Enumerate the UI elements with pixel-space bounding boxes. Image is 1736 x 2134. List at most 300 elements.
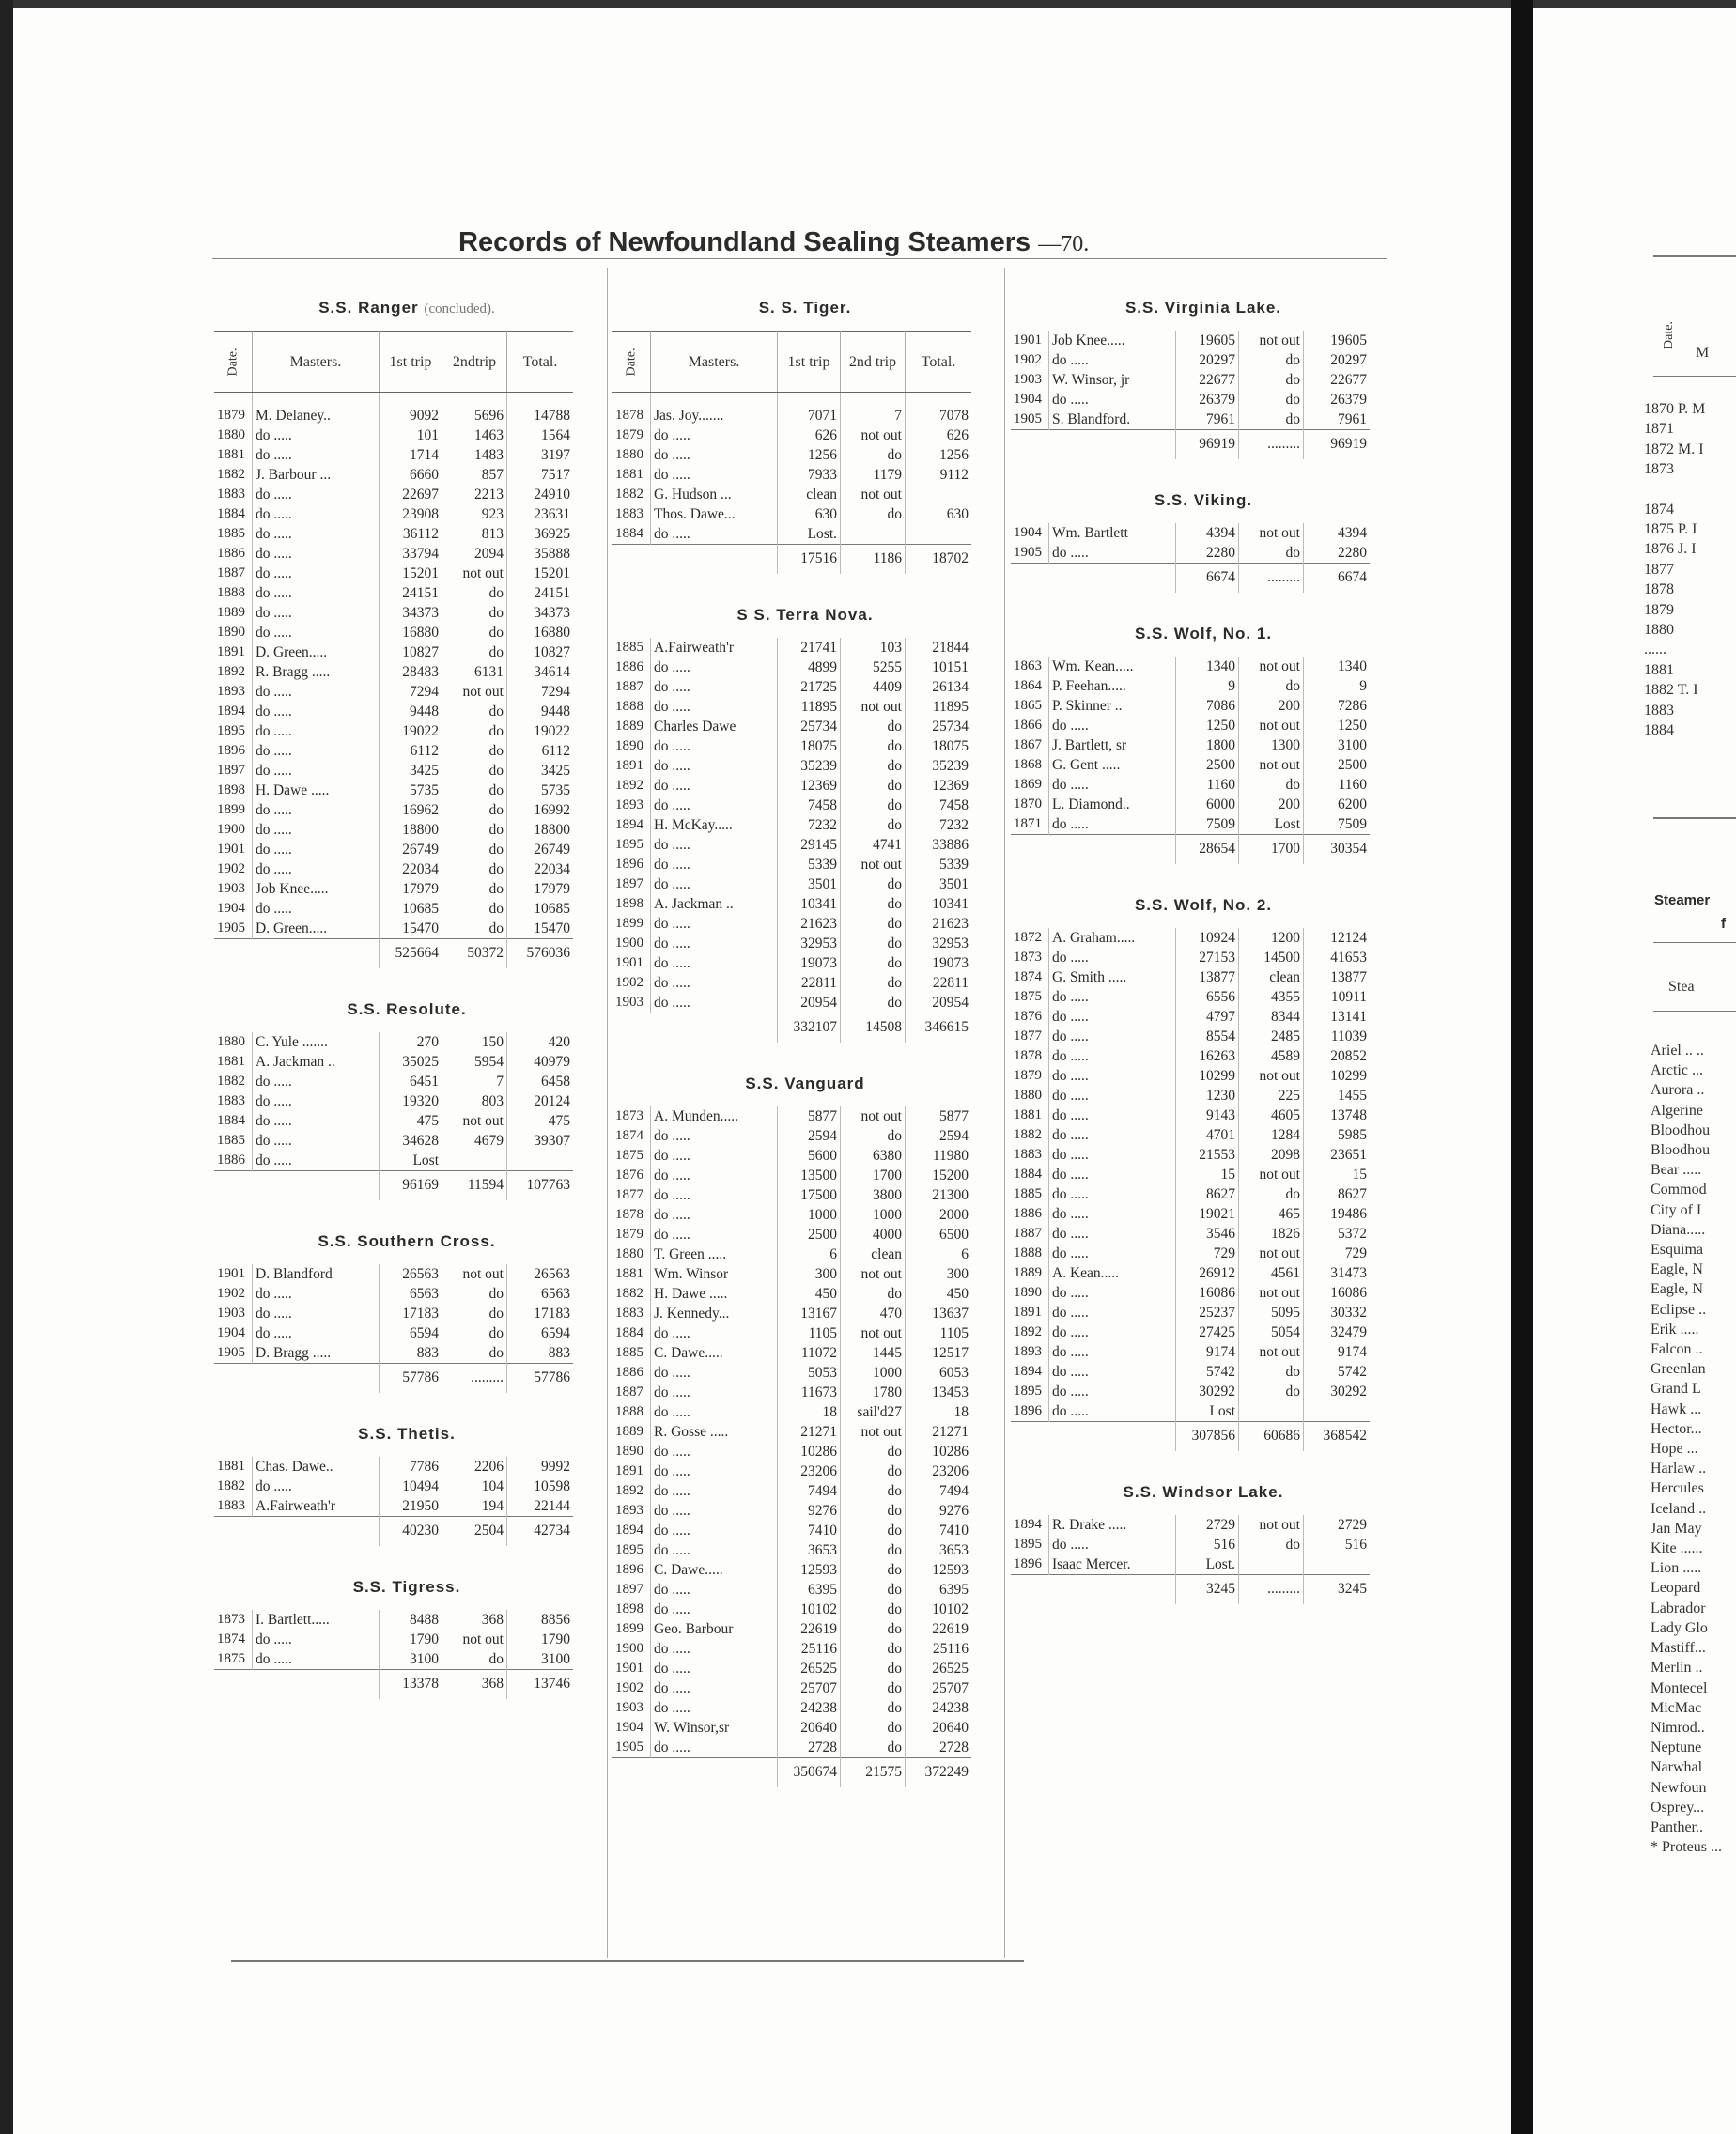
totals-blank-2 <box>1049 1575 1176 1605</box>
total-cell: 22811 <box>932 975 969 991</box>
table-row <box>1011 1554 1370 1575</box>
master-cell: do ..... <box>1049 814 1176 835</box>
year-cell: 1890 <box>214 623 253 642</box>
total-cell: 16086 <box>1330 1285 1367 1301</box>
total-cell: 9992 <box>541 1459 570 1475</box>
year-cell: 1882 <box>214 1477 253 1496</box>
first-trip-cell: 12593 <box>778 1560 841 1580</box>
total-cell: 23651 <box>1330 1147 1367 1163</box>
first-trip-cell: 7232 <box>778 815 841 835</box>
southern-cross-table <box>214 1264 573 1393</box>
year-cell: 1893 <box>612 796 651 815</box>
date-header-text: Date. <box>225 348 240 377</box>
second-trip-cell: do <box>1239 390 1304 410</box>
master-cell: P. Feehan..... <box>1049 676 1176 696</box>
total-cell: 2500 <box>1338 757 1367 773</box>
table-row <box>1011 657 1370 676</box>
first-trip-cell: 21623 <box>778 914 841 934</box>
master-cell: do ..... <box>1049 1066 1176 1086</box>
right-page-year-row: 1871 <box>1644 421 1674 438</box>
section-southern-cross <box>214 1232 599 1393</box>
masters-header: Masters. <box>253 332 380 393</box>
first-trip-cell: 5600 <box>778 1146 841 1166</box>
date-header <box>612 332 651 393</box>
first-trip-cell: 35025 <box>380 1052 442 1072</box>
total-cell <box>1304 1401 1371 1422</box>
year-cell: 1884 <box>612 1323 651 1343</box>
section-thetis <box>214 1425 599 1546</box>
table-row <box>214 741 573 761</box>
table-row <box>612 1481 971 1501</box>
second-trip-cell: do <box>841 1540 906 1560</box>
year-cell: 1890 <box>612 736 651 756</box>
table-row <box>214 504 573 524</box>
second-trip-cell: 1826 <box>1239 1224 1304 1244</box>
master-cell: A. Graham..... <box>1049 928 1176 948</box>
table-row <box>214 1323 573 1343</box>
right-page-steamer-name: Bloodhou <box>1651 1142 1711 1159</box>
first-trip-cell: 4797 <box>1176 1007 1239 1027</box>
right-page-year-row <box>1644 480 1705 500</box>
master-cell: J. Barbour ... <box>253 465 380 485</box>
table-row <box>214 1151 573 1171</box>
first-trip-cell: 4701 <box>1176 1125 1239 1145</box>
total-cell: 22034 <box>534 861 570 877</box>
year-cell: 1898 <box>612 1600 651 1619</box>
table-row <box>1011 928 1370 948</box>
master-cell: do ..... <box>253 524 380 544</box>
first-trip-cell: 7509 <box>1176 814 1239 835</box>
master-cell: do ..... <box>253 583 380 603</box>
total-cell: 3100 <box>1338 737 1367 753</box>
second-trip-cell: 2485 <box>1239 1027 1304 1046</box>
table-row <box>214 1072 573 1091</box>
second-trip-cell: 7 <box>841 393 906 426</box>
total-cell: 7509 <box>1338 816 1367 832</box>
second-trip-cell: 5696 <box>442 393 507 426</box>
table-row <box>612 1422 971 1442</box>
totals-blank <box>612 1758 651 1788</box>
totals-blank-2 <box>253 1670 380 1700</box>
first-trip-cell: 34373 <box>380 603 442 623</box>
second-trip-cell: not out <box>1239 523 1304 543</box>
second-trip-cell: do <box>841 796 906 815</box>
right-page-year-row: 1882 T. I <box>1644 682 1698 699</box>
master-cell: R. Bragg ..... <box>253 662 380 682</box>
column-divider-1 <box>607 268 608 1958</box>
master-cell: do ..... <box>651 1481 778 1501</box>
table-row <box>1011 795 1370 814</box>
second-trip-cell: 225 <box>1239 1086 1304 1106</box>
first-trip-cell: 11072 <box>778 1343 841 1363</box>
header-row <box>612 332 971 393</box>
master-cell: H. McKay..... <box>651 815 778 835</box>
first-trip-cell: 7071 <box>778 393 841 426</box>
totals-blank-2 <box>651 545 778 575</box>
second-trip-cell: do <box>1239 676 1304 696</box>
second-trip-cell: do <box>841 776 906 796</box>
right-page-year-row: 1873 <box>1644 461 1674 478</box>
second-trip-cell: 470 <box>841 1304 906 1323</box>
table-row <box>612 1639 971 1659</box>
master-cell: Job Knee..... <box>1049 331 1176 350</box>
totals-blank-2 <box>1049 430 1176 460</box>
year-cell: 1873 <box>214 1610 253 1630</box>
first-trip-cell: 6395 <box>778 1580 841 1600</box>
year-cell: 1883 <box>612 504 651 524</box>
year-cell: 1898 <box>214 781 253 800</box>
right-page-steamer-name: Lion ..... <box>1651 1560 1702 1577</box>
first-trip-cell: 1800 <box>1176 735 1239 755</box>
first-trip-cell: 10494 <box>380 1477 442 1496</box>
right-page-year-row: 1880 <box>1644 622 1674 639</box>
second-trip-cell: do <box>1239 1362 1304 1382</box>
total-cell: 35239 <box>932 758 969 774</box>
first-trip-cell: 626 <box>778 425 841 445</box>
right-page-subhead: Stea <box>1668 979 1695 995</box>
master-cell: do ..... <box>253 702 380 721</box>
master-cell: do ..... <box>1049 1184 1176 1204</box>
table-row <box>1011 390 1370 410</box>
master-cell: do ..... <box>651 756 778 776</box>
table-row <box>612 697 971 717</box>
master-cell: do ..... <box>253 1111 380 1131</box>
second-trip-cell: not out <box>841 425 906 445</box>
second-trip-header: 2nd trip <box>841 332 906 393</box>
total-cell: 16992 <box>534 802 570 818</box>
totals-blank <box>1011 1575 1049 1605</box>
total-cell: 7410 <box>939 1523 969 1539</box>
year-cell: 1881 <box>612 465 651 485</box>
table-row <box>612 1600 971 1619</box>
total-cell: 5742 <box>1338 1364 1367 1380</box>
first-trip-total: 307856 <box>1176 1422 1239 1452</box>
master-cell: do ..... <box>1049 1401 1176 1422</box>
second-trip-cell: do <box>841 1659 906 1678</box>
total-cell: 13453 <box>932 1384 969 1400</box>
second-trip-cell: do <box>841 1600 906 1619</box>
master-cell: do ..... <box>651 1738 778 1758</box>
master-cell: A.Fairweath'r <box>651 638 778 657</box>
right-page-year-row: 1881 <box>1644 661 1674 678</box>
table-row <box>612 1225 971 1245</box>
total-cell: 40979 <box>534 1054 570 1070</box>
year-cell: 1882 <box>612 485 651 504</box>
second-trip-cell: do <box>841 914 906 934</box>
totals-blank <box>1011 564 1049 594</box>
right-page-steamer-name: Erik ..... <box>1651 1321 1699 1338</box>
total-cell: 7458 <box>939 797 969 813</box>
total-cell: 516 <box>1344 1537 1367 1553</box>
grand-total: 368542 <box>1304 1422 1371 1452</box>
right-page-steamer-name: Greenlan <box>1651 1361 1706 1378</box>
table-row <box>214 1496 573 1517</box>
total-cell: 3100 <box>541 1651 570 1667</box>
year-cell: 1880 <box>612 445 651 465</box>
totals-blank <box>612 1013 651 1044</box>
second-trip-cell: 5255 <box>841 657 906 677</box>
first-trip-cell: 27425 <box>1176 1322 1239 1342</box>
table-row <box>1011 1515 1370 1535</box>
total-cell: 1105 <box>939 1325 969 1341</box>
master-cell: do ..... <box>253 1304 380 1323</box>
first-trip-cell: 19022 <box>380 721 442 741</box>
first-trip-cell: 34628 <box>380 1131 442 1151</box>
master-cell: do ..... <box>651 1580 778 1600</box>
vanguard-table <box>612 1106 971 1787</box>
table-row <box>612 1580 971 1600</box>
right-page-steamer-name: Hercules <box>1651 1480 1704 1497</box>
master-cell: do ..... <box>253 840 380 859</box>
year-cell: 1902 <box>1011 350 1049 370</box>
master-cell: do ..... <box>253 445 380 465</box>
master-cell: A. Munden..... <box>651 1106 778 1126</box>
total-cell: 15470 <box>534 920 570 936</box>
table-row <box>612 1521 971 1540</box>
right-page-year-row: 1883 <box>1644 702 1674 719</box>
master-cell: do ..... <box>1049 1086 1176 1106</box>
master-cell: do ..... <box>651 1126 778 1146</box>
second-trip-cell: not out <box>442 1630 507 1649</box>
year-cell: 1902 <box>612 1678 651 1698</box>
total-cell: 11895 <box>932 699 969 715</box>
total-cell: 14788 <box>534 408 570 424</box>
total-header: Total. <box>507 332 574 393</box>
table-row <box>214 1304 573 1323</box>
totals-blank-2 <box>1049 564 1176 594</box>
second-trip-cell: do <box>442 859 507 879</box>
total-cell: 475 <box>548 1113 570 1129</box>
page-edge-left <box>0 0 13 2134</box>
total-cell: 18 <box>953 1404 969 1420</box>
master-cell: do ..... <box>1049 1046 1176 1066</box>
first-trip-cell: 1230 <box>1176 1086 1239 1106</box>
total-cell: 31473 <box>1330 1265 1367 1281</box>
first-trip-cell: 4899 <box>778 657 841 677</box>
second-trip-cell: do <box>841 1619 906 1639</box>
year-cell: 1902 <box>612 973 651 993</box>
first-trip-cell: 7494 <box>778 1481 841 1501</box>
total-cell: 1250 <box>1338 718 1367 734</box>
total-cell: 19073 <box>932 955 969 971</box>
section-wolf-1 <box>1011 625 1396 864</box>
first-trip-cell: 28483 <box>380 662 442 682</box>
table-row <box>612 973 971 993</box>
second-trip-cell: 2094 <box>442 544 507 564</box>
total-cell: 6563 <box>541 1286 570 1302</box>
page-edge-top <box>0 0 1736 8</box>
table-row <box>1011 1027 1370 1046</box>
year-cell: 1901 <box>214 840 253 859</box>
table-row <box>1011 1125 1370 1145</box>
year-cell: 1886 <box>214 544 253 564</box>
table-row <box>214 485 573 504</box>
master-cell: do ..... <box>651 1185 778 1205</box>
master-cell: D. Green..... <box>253 642 380 662</box>
total-cell: 36925 <box>534 526 570 542</box>
table-row <box>214 524 573 544</box>
section-title: S.S. Vanguard <box>745 1075 865 1092</box>
total-cell: 6458 <box>541 1074 570 1090</box>
table-row <box>612 855 971 874</box>
total-cell: 2729 <box>1338 1517 1367 1533</box>
first-trip-cell: 10102 <box>778 1600 841 1619</box>
master-cell: do ..... <box>253 544 380 564</box>
year-cell: 1874 <box>612 1126 651 1146</box>
first-trip-cell: 9174 <box>1176 1342 1239 1362</box>
first-trip-cell: 6 <box>778 1245 841 1264</box>
year-cell: 1885 <box>214 1131 253 1151</box>
table-row <box>214 919 573 939</box>
master-cell: do ..... <box>253 721 380 741</box>
grand-total: 18702 <box>906 545 972 575</box>
second-trip-cell: not out <box>841 855 906 874</box>
master-cell: M. Delaney.. <box>253 393 380 426</box>
first-trip-cell: 23908 <box>380 504 442 524</box>
table-row <box>612 638 971 657</box>
right-page-steamer-name: Kite ...... <box>1651 1540 1703 1557</box>
totals-row <box>612 545 971 575</box>
master-cell: do ..... <box>253 820 380 840</box>
second-trip-total: 1186 <box>841 545 906 575</box>
second-trip-cell: do <box>841 1442 906 1461</box>
year-cell: 1884 <box>612 524 651 545</box>
master-cell: do ..... <box>253 504 380 524</box>
table-row <box>1011 1086 1370 1106</box>
terra-nova-table <box>612 638 971 1043</box>
page-number: —70. <box>1038 232 1090 256</box>
table-row <box>612 835 971 855</box>
year-cell: 1891 <box>612 1461 651 1481</box>
master-cell: C. Dawe..... <box>651 1560 778 1580</box>
year-cell: 1901 <box>612 1659 651 1678</box>
table-row <box>1011 1535 1370 1554</box>
total-cell: 10341 <box>932 896 969 912</box>
second-trip-cell: do <box>841 953 906 973</box>
first-trip-total: 332107 <box>778 1013 841 1044</box>
year-cell: 1889 <box>612 1422 651 1442</box>
total-cell: 3653 <box>939 1542 969 1558</box>
master-cell: Chas. Dawe.. <box>253 1457 380 1477</box>
year-cell: 1890 <box>612 1442 651 1461</box>
second-trip-cell: not out <box>841 1106 906 1126</box>
master-cell: J. Bartlett, sr <box>1049 735 1176 755</box>
master-cell: do ..... <box>1049 1322 1176 1342</box>
year-cell: 1891 <box>612 756 651 776</box>
second-trip-cell: do <box>442 800 507 820</box>
second-trip-cell: do <box>841 1284 906 1304</box>
second-trip-cell: sail'd27 <box>841 1402 906 1422</box>
second-trip-cell: 200 <box>1239 795 1304 814</box>
total-cell: 10827 <box>534 644 570 660</box>
total-cell: 21271 <box>932 1424 969 1440</box>
total-cell: 10286 <box>932 1444 969 1460</box>
master-cell: do ..... <box>651 796 778 815</box>
first-trip-cell: 21553 <box>1176 1145 1239 1165</box>
year-cell: 1899 <box>612 914 651 934</box>
first-trip-cell: 3653 <box>778 1540 841 1560</box>
section-viking <box>1011 491 1396 593</box>
second-trip-cell: 6380 <box>841 1146 906 1166</box>
total-cell: 22144 <box>534 1498 570 1514</box>
second-trip-cell: do <box>841 874 906 894</box>
first-trip-cell: 3546 <box>1176 1224 1239 1244</box>
year-cell: 1880 <box>1011 1086 1049 1106</box>
master-cell: do ..... <box>1049 1535 1176 1554</box>
second-trip-cell: 4409 <box>841 677 906 697</box>
grand-total: 96919 <box>1304 430 1371 460</box>
year-cell: 1871 <box>1011 814 1049 835</box>
second-trip-cell: do <box>841 717 906 736</box>
section-title: S.S. Virginia Lake. <box>1124 299 1282 317</box>
second-trip-cell: do <box>1239 543 1304 564</box>
section-title: S.S. Viking. <box>1154 491 1253 509</box>
table-row <box>1011 1322 1370 1342</box>
master-cell: do ..... <box>651 835 778 855</box>
second-trip-cell: 6131 <box>442 662 507 682</box>
table-row <box>214 1630 573 1649</box>
totals-blank-2 <box>651 1758 778 1788</box>
total-cell <box>1304 1554 1371 1575</box>
second-trip-cell: do <box>841 1461 906 1481</box>
table-row <box>612 894 971 914</box>
year-cell: 1879 <box>612 1225 651 1245</box>
first-trip-cell: 7086 <box>1176 696 1239 716</box>
total-cell: 23631 <box>534 506 570 522</box>
table-row <box>612 1698 971 1718</box>
second-trip-cell: do <box>442 840 507 859</box>
column-1 <box>214 299 599 1731</box>
right-page-steamer-name: Esquima <box>1651 1242 1703 1259</box>
table-row <box>612 1402 971 1422</box>
wolf-2-table <box>1011 928 1370 1451</box>
first-trip-cell: 2500 <box>778 1225 841 1245</box>
totals-row <box>612 1013 971 1044</box>
first-trip-cell: clean <box>778 485 841 504</box>
table-row <box>612 1678 971 1698</box>
year-cell: 1875 <box>612 1146 651 1166</box>
first-trip-cell: Lost. <box>1176 1554 1239 1575</box>
table-row <box>612 1343 971 1363</box>
year-cell: 1880 <box>214 425 253 445</box>
first-trip-cell: 9 <box>1176 676 1239 696</box>
right-page-year-row: 1879 <box>1644 601 1674 618</box>
table-row <box>612 815 971 835</box>
total-cell: 26379 <box>1330 392 1367 408</box>
table-row <box>214 1343 573 1364</box>
year-cell: 1864 <box>1011 676 1049 696</box>
master-cell: do ..... <box>651 855 778 874</box>
table-row <box>214 1457 573 1477</box>
year-cell: 1884 <box>214 504 253 524</box>
first-trip-cell: 29145 <box>778 835 841 855</box>
master-cell: A. Jackman .. <box>253 1052 380 1072</box>
right-page-steamer-name: Harlaw .. <box>1651 1461 1707 1477</box>
table-row <box>612 1501 971 1521</box>
second-trip-cell: do <box>1239 775 1304 795</box>
table-row <box>1011 1244 1370 1263</box>
first-trip-cell: 23206 <box>778 1461 841 1481</box>
first-trip-cell: 5742 <box>1176 1362 1239 1382</box>
total-cell: 10151 <box>932 659 969 675</box>
second-trip-cell: do <box>1239 1184 1304 1204</box>
total-cell: 19486 <box>1330 1206 1367 1222</box>
first-trip-cell: 24151 <box>380 583 442 603</box>
total-cell: 21300 <box>932 1187 969 1203</box>
right-page-steamer-name: Merlin .. <box>1651 1660 1703 1677</box>
year-cell: 1896 <box>612 855 651 874</box>
first-trip-cell: 8554 <box>1176 1027 1239 1046</box>
